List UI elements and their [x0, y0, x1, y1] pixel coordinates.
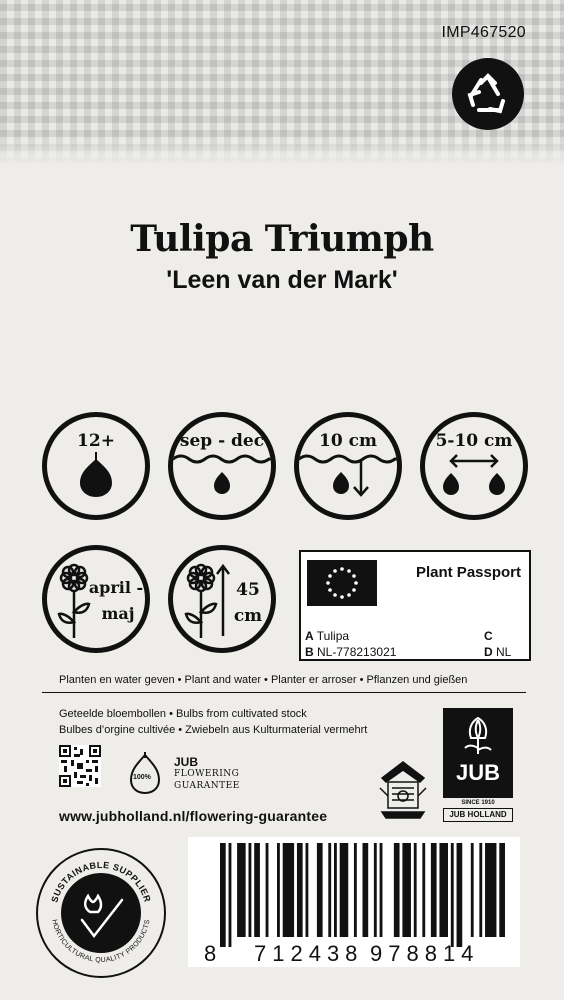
barcode-bar [485, 843, 496, 937]
jub-logo-text: JUB [455, 760, 500, 785]
barcode-bar [283, 843, 294, 937]
spacing-badge [420, 412, 528, 520]
guarantee-line2: GUARANTEE [174, 781, 240, 791]
barcode-bar [479, 843, 482, 937]
barcode-digits: 712438 [254, 941, 364, 966]
quantity-label: 12+ [77, 431, 115, 451]
barcode-bar [317, 843, 323, 937]
barcode-bar [340, 843, 349, 937]
barcode-bar [334, 843, 337, 937]
bulb-icon [47, 417, 145, 515]
spacing-arrows-icon [425, 417, 523, 515]
flowering-month-end: maj [101, 604, 135, 623]
spacing-label: 5-10 cm [435, 431, 513, 451]
barcode [188, 837, 520, 967]
height-value: 45 [236, 580, 260, 600]
barcode-bar [439, 843, 448, 937]
barcode-bar [297, 843, 303, 937]
flowering-period-badge [42, 545, 150, 653]
passport-row-a [305, 629, 349, 643]
product-subtitle: 'Leen van der Mark' [166, 266, 398, 294]
product-code: IMP467520 [441, 24, 526, 41]
barcode-bar [254, 843, 260, 937]
barcode-bar [306, 843, 309, 937]
barcode-bar [431, 843, 437, 937]
passport-c-label: C [484, 629, 493, 643]
barcode-digits: 8 [204, 941, 223, 966]
flower-icon [47, 550, 145, 648]
jub-holland-label: JUB HOLLAND [443, 808, 513, 822]
passport-row-c [484, 629, 493, 643]
plant-passport [299, 550, 531, 661]
passport-a-value: Tulipa [316, 629, 350, 643]
barcode-bar [422, 843, 425, 937]
recycle-icon [452, 58, 524, 130]
barcode-bar [237, 843, 246, 937]
guarantee-brand: JUB [174, 755, 199, 769]
jub-since: SINCE 1910 [461, 800, 495, 806]
planting-depth-badge [294, 412, 402, 520]
barcode-bar [471, 843, 474, 937]
passport-a-label: A [305, 629, 314, 643]
barcode-bar [380, 843, 383, 937]
barcode-digits: 978814 [370, 941, 480, 966]
barcode-bar [249, 843, 252, 937]
passport-d-value: NL [496, 645, 512, 659]
barcode-bar [328, 843, 331, 937]
royal-crest-logo [374, 758, 432, 822]
passport-title: Plant Passport [415, 564, 521, 581]
passport-row-d [484, 645, 511, 659]
barcode-bar [277, 843, 280, 937]
seal-top-text: SUSTAINABLE SUPPLIER [49, 859, 153, 904]
eu-flag-icon [307, 560, 377, 606]
care-instructions: Planten en water geven • Plant and water • Planter er arroser • Pflanzen und gießen [59, 674, 468, 686]
bulb-outline-icon [128, 750, 162, 795]
height-unit: cm [233, 606, 263, 626]
passport-row-b [305, 645, 396, 659]
origin-text-1: Geteelde bloembollen • Bulbs from cultivated stock [59, 708, 307, 720]
flowering-month-start: april - [88, 578, 144, 597]
passport-b-value: NL-778213021 [317, 645, 397, 659]
quantity-badge [42, 412, 150, 520]
passport-d-label: D [484, 645, 493, 659]
divider-line [42, 692, 526, 693]
barcode-bar [457, 843, 463, 947]
height-badge [168, 545, 276, 653]
jub-logo [443, 708, 513, 798]
depth-arrow-icon [299, 417, 397, 515]
barcode-bars [188, 837, 520, 967]
guarantee-percent: 100% [133, 774, 151, 781]
passport-b-label: B [305, 645, 314, 659]
planting-period-badge [168, 412, 276, 520]
soil-bulb-icon [173, 417, 271, 515]
barcode-bar [354, 843, 357, 937]
qr-code[interactable] [59, 745, 101, 787]
barcode-bar [229, 843, 232, 947]
barcode-bar [374, 843, 377, 937]
barcode-bar [451, 843, 454, 947]
barcode-bar [266, 843, 269, 937]
barcode-bar [402, 843, 411, 937]
guarantee-line1: FLOWERING [174, 769, 240, 779]
product-title: Tulipa Triumph [130, 218, 434, 260]
sustainable-supplier-seal [36, 848, 166, 978]
flowering-guarantee-logo [128, 750, 248, 795]
barcode-bar [363, 843, 369, 937]
origin-text-2: Bulbes d’orgine cultivée • Zwiebeln aus Kulturmaterial vermehrt [59, 724, 368, 736]
seal-bottom-text: HORTICULTURAL QUALITY PRODUCTS [50, 918, 152, 965]
barcode-bar [220, 843, 226, 947]
barcode-bar [394, 843, 400, 937]
barcode-bar [499, 843, 505, 937]
website-link[interactable]: www.jubholland.nl/flowering-guarantee [59, 808, 328, 824]
tulip-logo-icon [443, 708, 513, 758]
barcode-bar [414, 843, 417, 937]
planting-depth-label: 10 cm [319, 431, 377, 451]
planting-period-label: sep - dec [179, 431, 265, 451]
